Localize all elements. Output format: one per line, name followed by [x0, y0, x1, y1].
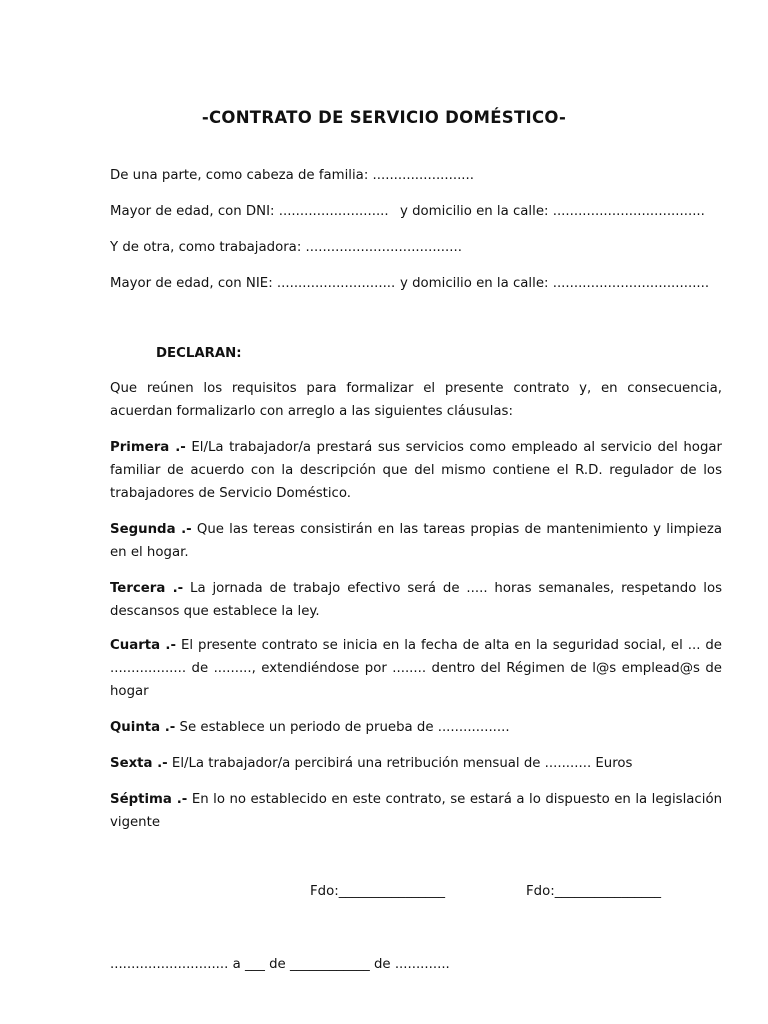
clause-text: La jornada de trabajo efectivo será de ..... horas semanales, respetando los descansos que establece la ley.: [110, 581, 723, 619]
employer-dni-text: Mayor de edad, con DNI: ..........................: [110, 204, 389, 219]
place-date-line: ............................ a ___ de ____________ de .............: [110, 957, 450, 972]
clause-label: Sexta .-: [110, 756, 168, 771]
clause-sexta: [110, 752, 722, 775]
clause-label: Tercera .-: [110, 581, 184, 596]
signature-right: Fdo:________________: [526, 884, 662, 899]
signature-left: Fdo:________________: [310, 884, 446, 899]
clause-text: Se establece un periodo de prueba de .................: [175, 720, 510, 735]
clause-label: Primera .-: [110, 440, 186, 455]
worker-address-text: y domicilio en la calle: .....................................: [400, 276, 710, 291]
worker-nie-text: Mayor de edad, con NIE: ............................: [110, 276, 396, 291]
clause-septima: [110, 788, 722, 834]
clause-label: Séptima .-: [110, 792, 188, 807]
clause-quinta: [110, 716, 722, 739]
clause-label: Cuarta .-: [110, 638, 177, 653]
worker-id-line: [110, 276, 725, 291]
clause-segunda: [110, 518, 722, 564]
clause-primera: [110, 436, 722, 505]
clause-text: El/La trabajador/a percibirá una retribución mensual de ........... Euros: [167, 756, 633, 771]
clause-label: Quinta .-: [110, 720, 176, 735]
worker-text: Y de otra, como trabajadora: .....................................: [110, 240, 462, 255]
declaran-heading: DECLARAN:: [156, 346, 242, 361]
clause-label: Segunda .-: [110, 522, 192, 537]
employer-line: [110, 168, 725, 183]
employer-text: De una parte, como cabeza de familia: ........................: [110, 168, 474, 183]
worker-line: [110, 240, 725, 255]
employer-address-text: y domicilio en la calle: ....................................: [400, 204, 705, 219]
employer-id-line: [110, 204, 725, 219]
clause-text: En lo no establecido en este contrato, se estará a lo dispuesto en la legislación vigente: [110, 792, 723, 830]
clause-text: El presente contrato se inicia en la fecha de alta en la seguridad social, el ... de .................. de ........., extendiéndose por ........ dentro del Régimen de l@s emplead@s de hogar: [110, 638, 722, 699]
clause-tercera: [110, 577, 722, 623]
intro-paragraph: Que reúnen los requisitos para formalizar el presente contrato y, en consecuencia, acuerdan formalizarlo con arreglo a las siguientes cláusulas:: [110, 381, 722, 419]
clause-cuarta: [110, 634, 722, 703]
document-title: -CONTRATO DE SERVICIO DOMÉSTICO-: [201, 108, 567, 127]
clause-text: El/La trabajador/a prestará sus servicios como empleado al servicio del hogar familiar de acuerdo con la descripción que del mismo contiene el R.D. regulador de los trabajadores de Servicio Doméstico.: [110, 440, 723, 501]
clause-text: Que las tereas consistirán en las tareas propias de mantenimiento y limpieza en el hogar.: [110, 522, 722, 560]
